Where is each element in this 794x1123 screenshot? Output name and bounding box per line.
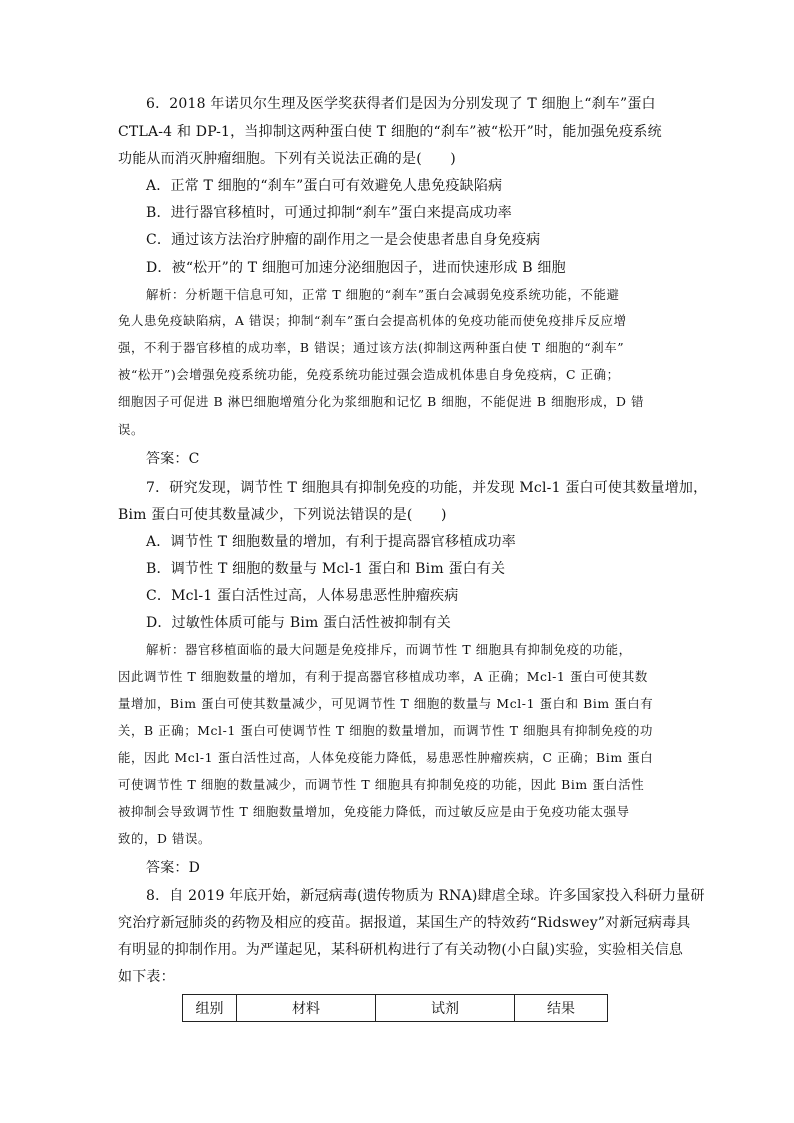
q6-stem-line-2: CTLA-4 和 DP-1，当抑制这两种蛋白使 T 细胞的“刹车”被“松开”时，能加强免疫系统 — [118, 124, 662, 140]
q8-stem-line-3: 有明显的抑制作用。为严谨起见，某科研机构进行了有关动物(小白鼠)实验，实验相关信息 — [118, 942, 684, 958]
q8-stem-line-4: 如下表： — [118, 969, 175, 985]
q6-option-d: D．被“松开”的 T 细胞可加速分泌细胞因子，进而快速形成 B 细胞 — [146, 260, 566, 276]
table-header-result: 结果 — [515, 995, 608, 1022]
q7-solution-line-2: 因此调节性 T 细胞数量的增加，有利于提高器官移植成功率，A 正确；Mcl-1 蛋白可使其数 — [118, 669, 648, 684]
q6-solution-line-5: 细胞因子可促进 B 淋巴细胞增殖分化为浆细胞和记忆 B 细胞，不能促进 B 细胞形成，D 错 — [118, 394, 645, 409]
experiment-table — [182, 994, 608, 1022]
q8-stem-line-2: 究治疗新冠肺炎的药物及相应的疫苗。据报道，某国生产的特效药“Ridswey”对新冠病毒具 — [118, 915, 691, 931]
table-header-reagent: 试剂 — [376, 995, 515, 1022]
q6-solution-line-3: 强，不利于器官移植的成功率，B 错误；通过该方法(抑制这两种蛋白使 T 细胞的“刹车” — [118, 340, 625, 355]
q6-answer: 答案：C — [146, 451, 200, 467]
q6-option-b: B．进行器官移植时，可通过抑制“刹车”蛋白来提高成功率 — [146, 205, 513, 221]
q7-answer: 答案：D — [146, 860, 201, 876]
q7-solution-line-1: 解析：器官移植面临的最大问题是免疫排斥，而调节性 T 细胞具有抑制免疫的功能， — [146, 642, 632, 657]
q7-solution-line-8: 致的，D 错误。 — [118, 831, 212, 846]
q6-option-c: C．通过该方法治疗肿瘤的副作用之一是会使患者患自身免疫病 — [146, 232, 541, 248]
q6-stem-line-1: 6．2018 年诺贝尔生理及医学奖获得者们是因为分别发现了 T 细胞上“刹车”蛋白 — [146, 96, 656, 112]
q7-option-a: A．调节性 T 细胞数量的增加，有利于提高器官移植成功率 — [146, 534, 516, 550]
q6-stem-line-3: 功能从而消灭肿瘤细胞。下列有关说法正确的是( ) — [118, 151, 456, 167]
q8-stem-line-1: 8．自 2019 年底开始，新冠病毒(遗传物质为 RNA)肆虐全球。许多国家投入科研力量研 — [146, 888, 705, 904]
q7-option-b: B．调节性 T 细胞的数量与 Mcl-1 蛋白和 Bim 蛋白有关 — [146, 561, 506, 577]
q7-solution-line-4: 关，B 正确；Mcl-1 蛋白可使调节性 T 细胞的数量增加，而调节性 T 细胞具有抑制免疫的功 — [118, 723, 654, 738]
q7-solution-line-6: 可使调节性 T 细胞的数量减少，而调节性 T 细胞具有抑制免疫的功能，因此 Bim 蛋白活性 — [118, 777, 645, 792]
q7-solution-line-3: 量增加，Bim 蛋白可使其数量减少，可见调节性 T 细胞的数量与 Mcl-1 蛋白和 Bim 蛋白有 — [118, 696, 654, 711]
q7-stem-line-1: 7．研究发现，调节性 T 细胞具有抑制免疫的功能，并发现 Mcl-1 蛋白可使其数量增加， — [146, 480, 708, 496]
q6-solution-line-4: 被“松开”)会增强免疫系统功能，免疫系统功能过强会造成机体患自身免疫病，C 正确； — [118, 367, 620, 382]
q6-option-a: A．正常 T 细胞的“刹车”蛋白可有效避免人患免疫缺陷病 — [146, 178, 503, 194]
table-header-row — [183, 995, 608, 1022]
q6-solution-line-1: 解析：分析题干信息可知，正常 T 细胞的“刹车”蛋白会减弱免疫系统功能，不能避 — [146, 287, 620, 302]
q7-option-d: D．过敏性体质可能与 Bim 蛋白活性被抑制有关 — [146, 615, 451, 631]
table-header-material: 材料 — [237, 995, 376, 1022]
q7-solution-line-5: 能，因此 Mcl-1 蛋白活性过高，人体免疫能力降低，易患恶性肿瘤疾病，C 正确；Bim 蛋白 — [118, 750, 654, 765]
table-header-group: 组别 — [183, 995, 237, 1022]
q7-solution-line-7: 被抑制会导致调节性 T 细胞数量增加，免疫能力降低，而过敏反应是由于免疫功能太强导 — [118, 804, 630, 819]
q6-solution-line-2: 免人患免疫缺陷病，A 错误；抑制“刹车”蛋白会提高机体的免疫功能而使免疫排斥反应增 — [118, 313, 627, 328]
q6-solution-line-6: 误。 — [118, 422, 144, 437]
q7-stem-line-2: Bim 蛋白可使其数量减少，下列说法错误的是( ) — [118, 507, 447, 523]
q7-option-c: C．Mcl-1 蛋白活性过高，人体易患恶性肿瘤疾病 — [146, 588, 459, 604]
